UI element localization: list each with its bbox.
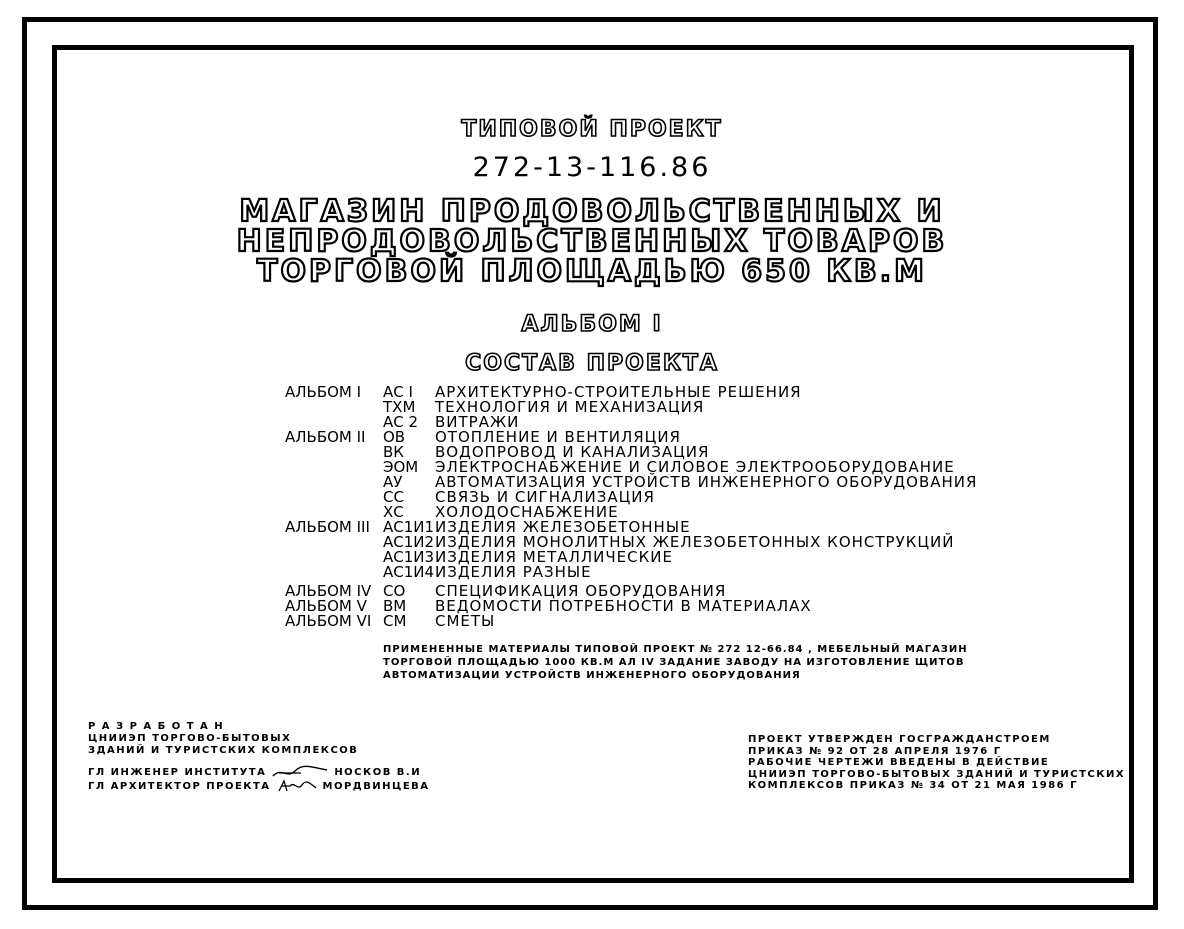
row-code: АС 2 <box>383 413 419 431</box>
signature-icon <box>276 779 318 793</box>
materials-note-line: АВТОМАТИЗАЦИИ УСТРОЙСТВ ИНЖЕНЕРНОГО ОБОРУДОВАНИЯ <box>383 670 801 681</box>
album-label: АЛЬБОМ Ι <box>521 312 663 337</box>
row-code: АС1И1 <box>383 518 435 536</box>
row-code: ВМ <box>383 597 407 615</box>
approval-line: ЦНИИЭП ТОРГОВО-БЫТОВЫХ ЗДАНИЙ И ТУРИСТСКИХ <box>748 768 1126 780</box>
row-text: ИЗДЕЛИЯ ЖЕЛЕЗОБЕТОННЫЕ <box>435 518 691 536</box>
row-code: СО <box>383 582 406 600</box>
row-text: ВИТРАЖИ <box>435 413 520 431</box>
materials-note-line: ПРИМЕНЕННЫЕ МАТЕРИАЛЫ ТИПОВОЙ ПРОЕКТ № 272 12-66.84 , МЕБЕЛЬНЫЙ МАГАЗИН <box>383 644 968 655</box>
row-code: ЭОМ <box>383 458 419 476</box>
project-code: 272-13-116.86 <box>472 152 712 183</box>
row-text: ЭЛЕКТРОСНАБЖЕНИЕ И СИЛОВОЕ ЭЛЕКТРООБОРУДОВАНИЕ <box>435 458 955 476</box>
signature-icon <box>271 765 329 779</box>
contents-row <box>285 565 977 580</box>
developer-line: ЦНИИЭП ТОРГОВО-БЫТОВЫХ <box>88 733 292 744</box>
row-code: АС1И3 <box>383 548 435 566</box>
row-album: АЛЬБОМ Ι <box>285 383 362 401</box>
developer-line: ЗДАНИЙ И ТУРИСТСКИХ КОМПЛЕКСОВ <box>88 745 359 756</box>
row-text: ВОДОПРОВОД И КАНАЛИЗАЦИЯ <box>435 443 710 461</box>
row-album <box>285 475 383 490</box>
title-line-2: НЕПРОДОВОЛЬСТВЕННЫХ ТОВАРОВ <box>236 224 948 259</box>
row-text: ИЗДЕЛИЯ МЕТАЛЛИЧЕСКИЕ <box>435 548 673 566</box>
approval-line: ПРИКАЗ № 92 ОТ 28 АПРЕЛЯ 1976 Г <box>748 745 1002 757</box>
row-code: ОВ <box>383 428 406 446</box>
contents-title: СОСТАВ ПРОЕКТА <box>465 351 719 376</box>
contents-list <box>285 385 977 629</box>
row-album: АЛЬБОМ ΙV <box>285 582 372 600</box>
row-text: АВТОМАТИЗАЦИЯ УСТРОЙСТВ ИНЖЕНЕРНОГО ОБОРУДОВАНИЯ <box>435 473 978 491</box>
row-code: АС1И4 <box>383 563 435 581</box>
row-album: АЛЬБОМ ΙΙΙ <box>285 518 370 536</box>
row-text: ВЕДОМОСТИ ПОТРЕБНОСТИ В МАТЕРИАЛАХ <box>435 597 812 615</box>
row-album <box>285 445 383 460</box>
row-text: АРХИТЕКТУРНО-СТРОИТЕЛЬНЫЕ РЕШЕНИЯ <box>435 383 802 401</box>
row-text: СПЕЦИФИКАЦИЯ ОБОРУДОВАНИЯ <box>435 582 727 600</box>
row-code: ВК <box>383 443 404 461</box>
row-album: АЛЬБОМ ΙΙ <box>285 428 366 446</box>
row-text: СМЕТЫ <box>435 612 496 630</box>
chief-architect-row <box>88 779 430 793</box>
row-album <box>285 565 383 580</box>
row-text: ИЗДЕЛИЯ МОНОЛИТНЫХ ЖЕЛЕЗОБЕТОННЫХ КОНСТРУКЦИЙ <box>435 533 955 551</box>
row-code: СС <box>383 488 404 506</box>
chief-engineer-row <box>88 765 430 779</box>
chief-engineer-name: НОСКОВ В.И <box>334 767 422 778</box>
row-text: ИЗДЕЛИЯ РАЗНЫЕ <box>435 563 592 581</box>
chief-architect-label: ГЛ АРХИТЕКТОР ПРОЕКТА <box>88 781 271 792</box>
chief-engineer-label: ГЛ ИНЖЕНЕР ИНСТИТУТА <box>88 767 267 778</box>
approval-line: РАБОЧИЕ ЧЕРТЕЖИ ВВЕДЕНЫ В ДЕЙСТВИЕ <box>748 757 1050 768</box>
developer-line: Р А З Р А Б О Т А Н <box>88 721 225 732</box>
row-album: АЛЬБОМ V <box>285 597 367 615</box>
chief-architect-name: МОРДВИНЦЕВА <box>322 781 430 792</box>
row-text: ХОЛОДОСНАБЖЕНИЕ <box>435 503 619 521</box>
row-album: АЛЬБОМ VΙ <box>285 612 372 630</box>
row-album <box>285 460 383 475</box>
approval-line: ПРОЕКТ УТВЕРЖДЕН ГОСГРАЖДАНСТРОЕМ <box>748 734 1051 745</box>
row-code: АУ <box>383 473 403 491</box>
row-code: АС1И2 <box>383 533 435 551</box>
row-album <box>285 490 383 505</box>
materials-note-line: ТОРГОВОЙ ПЛОЩАДЬЮ 1000 КВ.М АЛ ΙV ЗАДАНИЕ ЗАВОДУ НА ИЗГОТОВЛЕНИЕ ЩИТОВ <box>383 657 965 668</box>
developer-block <box>88 721 430 793</box>
row-text: ОТОПЛЕНИЕ И ВЕНТИЛЯЦИЯ <box>435 428 681 446</box>
row-code: АС I <box>383 383 413 401</box>
row-code: ТХМ <box>383 398 416 416</box>
contents-row <box>285 614 977 629</box>
type-label: ТИПОВОЙ ПРОЕКТ <box>461 117 723 142</box>
approval-block <box>748 734 1125 792</box>
materials-note <box>383 643 968 682</box>
row-album <box>285 400 383 415</box>
row-code: ХС <box>383 503 404 521</box>
row-album <box>285 550 383 565</box>
title-line-3: ТОРГОВОЙ ПЛОЩАДЬЮ 650 КВ.М <box>257 254 927 289</box>
row-text: СВЯЗЬ И СИГНАЛИЗАЦИЯ <box>435 488 655 506</box>
row-code: СМ <box>383 612 407 630</box>
title-line-1: МАГАЗИН ПРОДОВОЛЬСТВЕННЫХ И <box>239 194 945 229</box>
row-text: ТЕХНОЛОГИЯ И МЕХАНИЗАЦИЯ <box>435 398 705 416</box>
row-album <box>285 535 383 550</box>
approval-line: КОМПЛЕКСОВ ПРИКАЗ № 34 ОТ 21 МАЯ 1986 Г <box>748 780 1078 791</box>
